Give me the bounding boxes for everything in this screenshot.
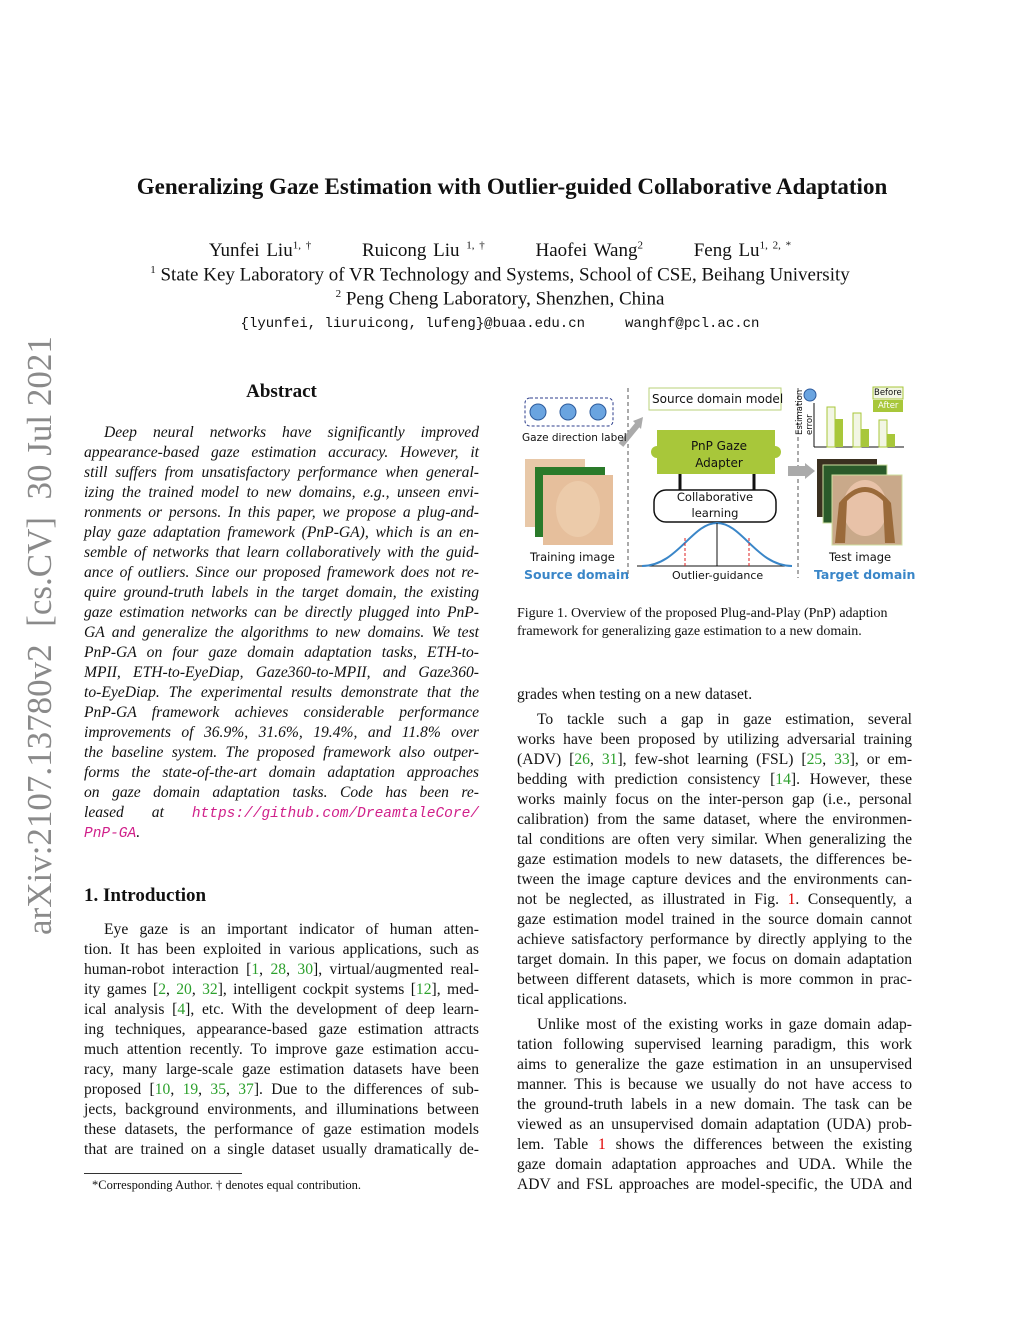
author-name: Yunfei Liu	[208, 240, 293, 262]
author-name: Feng Lu	[693, 240, 760, 262]
text-line: works have been proposed by utilizing adversarial training	[517, 731, 912, 748]
text-line: racy, many large-scale gaze estimation datasets have been	[84, 1061, 479, 1078]
text-line: Deep neural networks have significantly improved	[104, 424, 479, 441]
text-line: tal conditions are often very similar. When generalizing the	[517, 831, 912, 848]
text-line: leased at https://github.com/DreamtaleCore/	[84, 804, 479, 822]
text-line: tween the image capture devices and the environments can-	[517, 871, 912, 888]
text-line: viewed as an unsupervised domain adaptation (UDA) prob-	[517, 1116, 912, 1133]
text-line: play gaze adaptation framework (PnP-GA), which is an en-	[84, 524, 479, 541]
citation-link[interactable]: 19	[182, 1081, 199, 1098]
intro-left-column	[84, 920, 479, 1160]
axis-label: Estimation error	[795, 389, 815, 435]
text-line: the baseline system. The proposed framework also outper-	[84, 744, 479, 761]
gaze-label: Gaze direction label	[522, 432, 627, 444]
paragraph	[517, 1015, 912, 1195]
legend-after: After	[878, 401, 899, 411]
author	[694, 240, 791, 261]
text-line: much attention recently. To improve gaze estimation accu-	[84, 1041, 479, 1058]
aff-sup: 2	[335, 288, 342, 300]
text-line: ing techniques, appearance-based gaze estimation attracts	[84, 1021, 479, 1038]
intro-right-column	[517, 685, 912, 1195]
text-line: gaze estimation networks can be directly plugged into PnP-	[84, 604, 479, 621]
text-line: gaze estimation model trained in the source domain cannot	[517, 911, 912, 928]
abstract-heading: Abstract	[246, 381, 317, 402]
aff-text: Peng Cheng Laboratory, Shenzhen, China	[341, 288, 665, 310]
target-domain-label: Target domain	[814, 567, 916, 582]
text-line: manner. This is because we usually do not have access to	[517, 1076, 912, 1093]
author-sup: 1, 2, *	[759, 240, 792, 252]
text-line: appearance-based gaze estimation accuracy. However, it	[84, 444, 479, 461]
bar-chart	[827, 407, 895, 447]
author-name: Ruicong Liu	[361, 240, 467, 262]
code-link[interactable]: https://github.com/DreamtaleCore/	[191, 806, 479, 822]
text-line: achieve satisfactory performance by directly applying to the	[517, 931, 912, 948]
text-line: tion. It has been exploited in various applications, such as	[84, 941, 479, 958]
text-line: tical applications.	[517, 991, 627, 1008]
text-line: gaze domain adaptation approaches and UDA. While the	[517, 1156, 912, 1173]
section-heading: 1. Introduction	[84, 885, 207, 906]
training-image-label: Training image	[530, 550, 615, 564]
text-line: To tackle such a gap in gaze estimation, several	[537, 711, 912, 728]
citation-link[interactable]: 26	[574, 751, 590, 768]
text-line: Eye gaze is an important indicator of human atten-	[104, 921, 479, 938]
author	[209, 240, 311, 261]
text-line: MPII, ETH-to-EyeDiap, Gaze360-to-MPII, and Gaze360-	[84, 664, 479, 681]
outlier-label: Outlier-guidance	[672, 569, 764, 582]
paper-title: Generalizing Gaze Estimation with Outlier-guided Collaborative Adaptation	[136, 174, 888, 199]
affiliation	[0, 264, 1000, 286]
code-link[interactable]: PnP-GA	[84, 826, 137, 842]
text-line: calibration) from the same dataset, where the environmen-	[517, 811, 912, 828]
cross-reference-link[interactable]: 1	[598, 1136, 606, 1153]
test-faces	[817, 459, 902, 545]
text-line: gaze estimation models to new datasets, the differences be-	[517, 851, 912, 868]
text-line: not be neglected, as illustrated in Fig. 1. Consequently, a	[517, 891, 913, 908]
text-line: ical analysis [4], etc. With the development of deep learn-	[84, 1001, 479, 1018]
text-line: quire ground-truth labels in the target domain, the existing	[84, 584, 479, 601]
text-line: GA and generalize the algorithms to new domains. We test	[84, 624, 479, 641]
text-line: to-EyeDiap. The experimental results demonstrate that the	[84, 684, 479, 701]
citation-link[interactable]: 20	[176, 981, 192, 998]
citation-link[interactable]: 28	[270, 961, 287, 978]
text-line: grades when testing on a new dataset.	[517, 686, 753, 703]
figure-caption: Figure 1. Overview of the proposed Plug-and-Play (PnP) adaption framework for generalizing gaze estimation to a new domain.	[517, 606, 888, 639]
author	[362, 240, 485, 261]
aff-sup: 1	[150, 264, 156, 276]
text-line: (ADV) [26, 31], few-shot learning (FSL) [25, 33], or em-	[517, 751, 913, 768]
training-faces	[525, 459, 613, 545]
text-line: the ground-truth labels in a new domain. The task can be	[517, 1096, 912, 1113]
globe-icon	[530, 404, 606, 420]
text-line: jects, background environments, and illuminations between	[84, 1101, 479, 1118]
text-line: tation following supervised learning paradigm, this work	[517, 1036, 912, 1053]
author	[536, 240, 643, 261]
citation-link[interactable]: 33	[834, 751, 850, 768]
citation-link[interactable]: 35	[210, 1081, 226, 1098]
footnote: *Corresponding Author. † denotes equal contribution.	[92, 1178, 362, 1192]
figure-1	[517, 383, 917, 588]
citation-link[interactable]: 4	[177, 1001, 186, 1018]
citation-link[interactable]: 1	[251, 961, 260, 978]
text-line: that are trained on a single dataset usually dramatically de-	[84, 1141, 479, 1158]
collab-label: Collaborative learning	[676, 490, 754, 520]
text-line: ronments or persons. In this paper, we propose a plug-and-	[84, 504, 479, 521]
text-line: ity games [2, 20, 32], intelligent cockpit systems [12], med-	[84, 981, 479, 998]
text-line: bedding with prediction consistency [14]. However, these	[517, 771, 912, 788]
citation-link[interactable]: 12	[415, 981, 432, 998]
citation-link[interactable]: 32	[202, 981, 218, 998]
legend-before: Before	[874, 388, 902, 398]
test-image-label: Test image	[829, 550, 892, 564]
author-sup: 2	[637, 240, 643, 252]
citation-link[interactable]: 10	[154, 1081, 171, 1098]
citation-link[interactable]: 30	[297, 961, 313, 978]
text-line: PnP-GA.	[84, 824, 141, 842]
email: {lyunfei, liuruicong, lufeng}@buaa.edu.cn	[240, 316, 586, 332]
text-line: ance of outliers. Since our proposed framework does not re-	[84, 564, 479, 581]
citation-link[interactable]: 14	[775, 771, 791, 788]
text-line: proposed [10, 19, 35, 37]. Due to the differences of sub-	[84, 1081, 479, 1098]
abstract-body	[84, 423, 479, 843]
adapter-label: PnP Gaze Adapter	[690, 439, 747, 470]
author-sup: 1, †	[466, 240, 485, 252]
text-line: between different datasets, which is more common in prac-	[517, 971, 912, 988]
text-line: Unlike most of the existing works in gaze domain adap-	[537, 1016, 912, 1033]
text-line: human-robot interaction [1, 28, 30], virtual/augmented real-	[84, 961, 479, 978]
text-line: lem. Table 1 shows the differences between the existing	[517, 1136, 912, 1153]
text-line: works mainly focus on the inter-person gap (i.e., personal	[517, 791, 912, 808]
text-line: still suffers from unsatisfactory performance when general-	[84, 464, 479, 481]
author-list	[0, 240, 1000, 262]
citation-link[interactable]: 37	[238, 1081, 254, 1098]
text-line: on gaze domain adaptation tasks. Code has been re-	[84, 784, 479, 801]
emails	[0, 316, 1000, 332]
author-sup: 1, †	[292, 240, 312, 252]
affiliation	[0, 288, 1000, 310]
paragraph	[517, 685, 912, 705]
text-line: PnP-GA framework achieves considerable performance	[84, 704, 479, 721]
arxiv-stamp: arXiv:2107.13780v2 [cs.CV] 30 Jul 2021	[20, 336, 59, 935]
email: wanghf@pcl.ac.cn	[625, 316, 760, 332]
text-line: ADV and FSL approaches are model-specific, the UDA and	[517, 1176, 912, 1193]
text-line: semble of networks that learn collaboratively with the guid-	[84, 544, 479, 561]
text-line: PnP-GA on four gaze domain adaptation tasks, ETH-to-	[84, 644, 479, 661]
citation-link[interactable]: 2	[158, 981, 166, 998]
text-line: target domain. In this paper, we focus on domain adaptation	[517, 951, 912, 968]
text-line: improvements of 36.9%, 31.6%, 19.4%, and 11.8% over	[84, 724, 479, 741]
citation-link[interactable]: 31	[601, 751, 618, 768]
text-line: aims to generalize the gaze estimation in an unsupervised	[517, 1056, 912, 1073]
text-line: these datasets, the performance of gaze estimation models	[84, 1121, 479, 1138]
citation-link[interactable]: 25	[806, 751, 823, 768]
text-line: forms the state-of-the-art domain adaptation approaches	[84, 764, 479, 781]
source-domain-label: Source domain	[524, 567, 630, 582]
aff-text: State Key Laboratory of VR Technology and Systems, School of CSE, Beihang University	[155, 264, 850, 286]
text-line: izing the trained model to new domains, e.g., unseen envi-	[84, 484, 479, 501]
author-name: Haofei Wang	[535, 240, 638, 262]
cross-reference-link[interactable]: 1	[787, 891, 796, 908]
footnote-rule	[84, 1173, 242, 1174]
source-model-label: Source domain model	[652, 392, 784, 406]
paragraph	[517, 710, 912, 1010]
